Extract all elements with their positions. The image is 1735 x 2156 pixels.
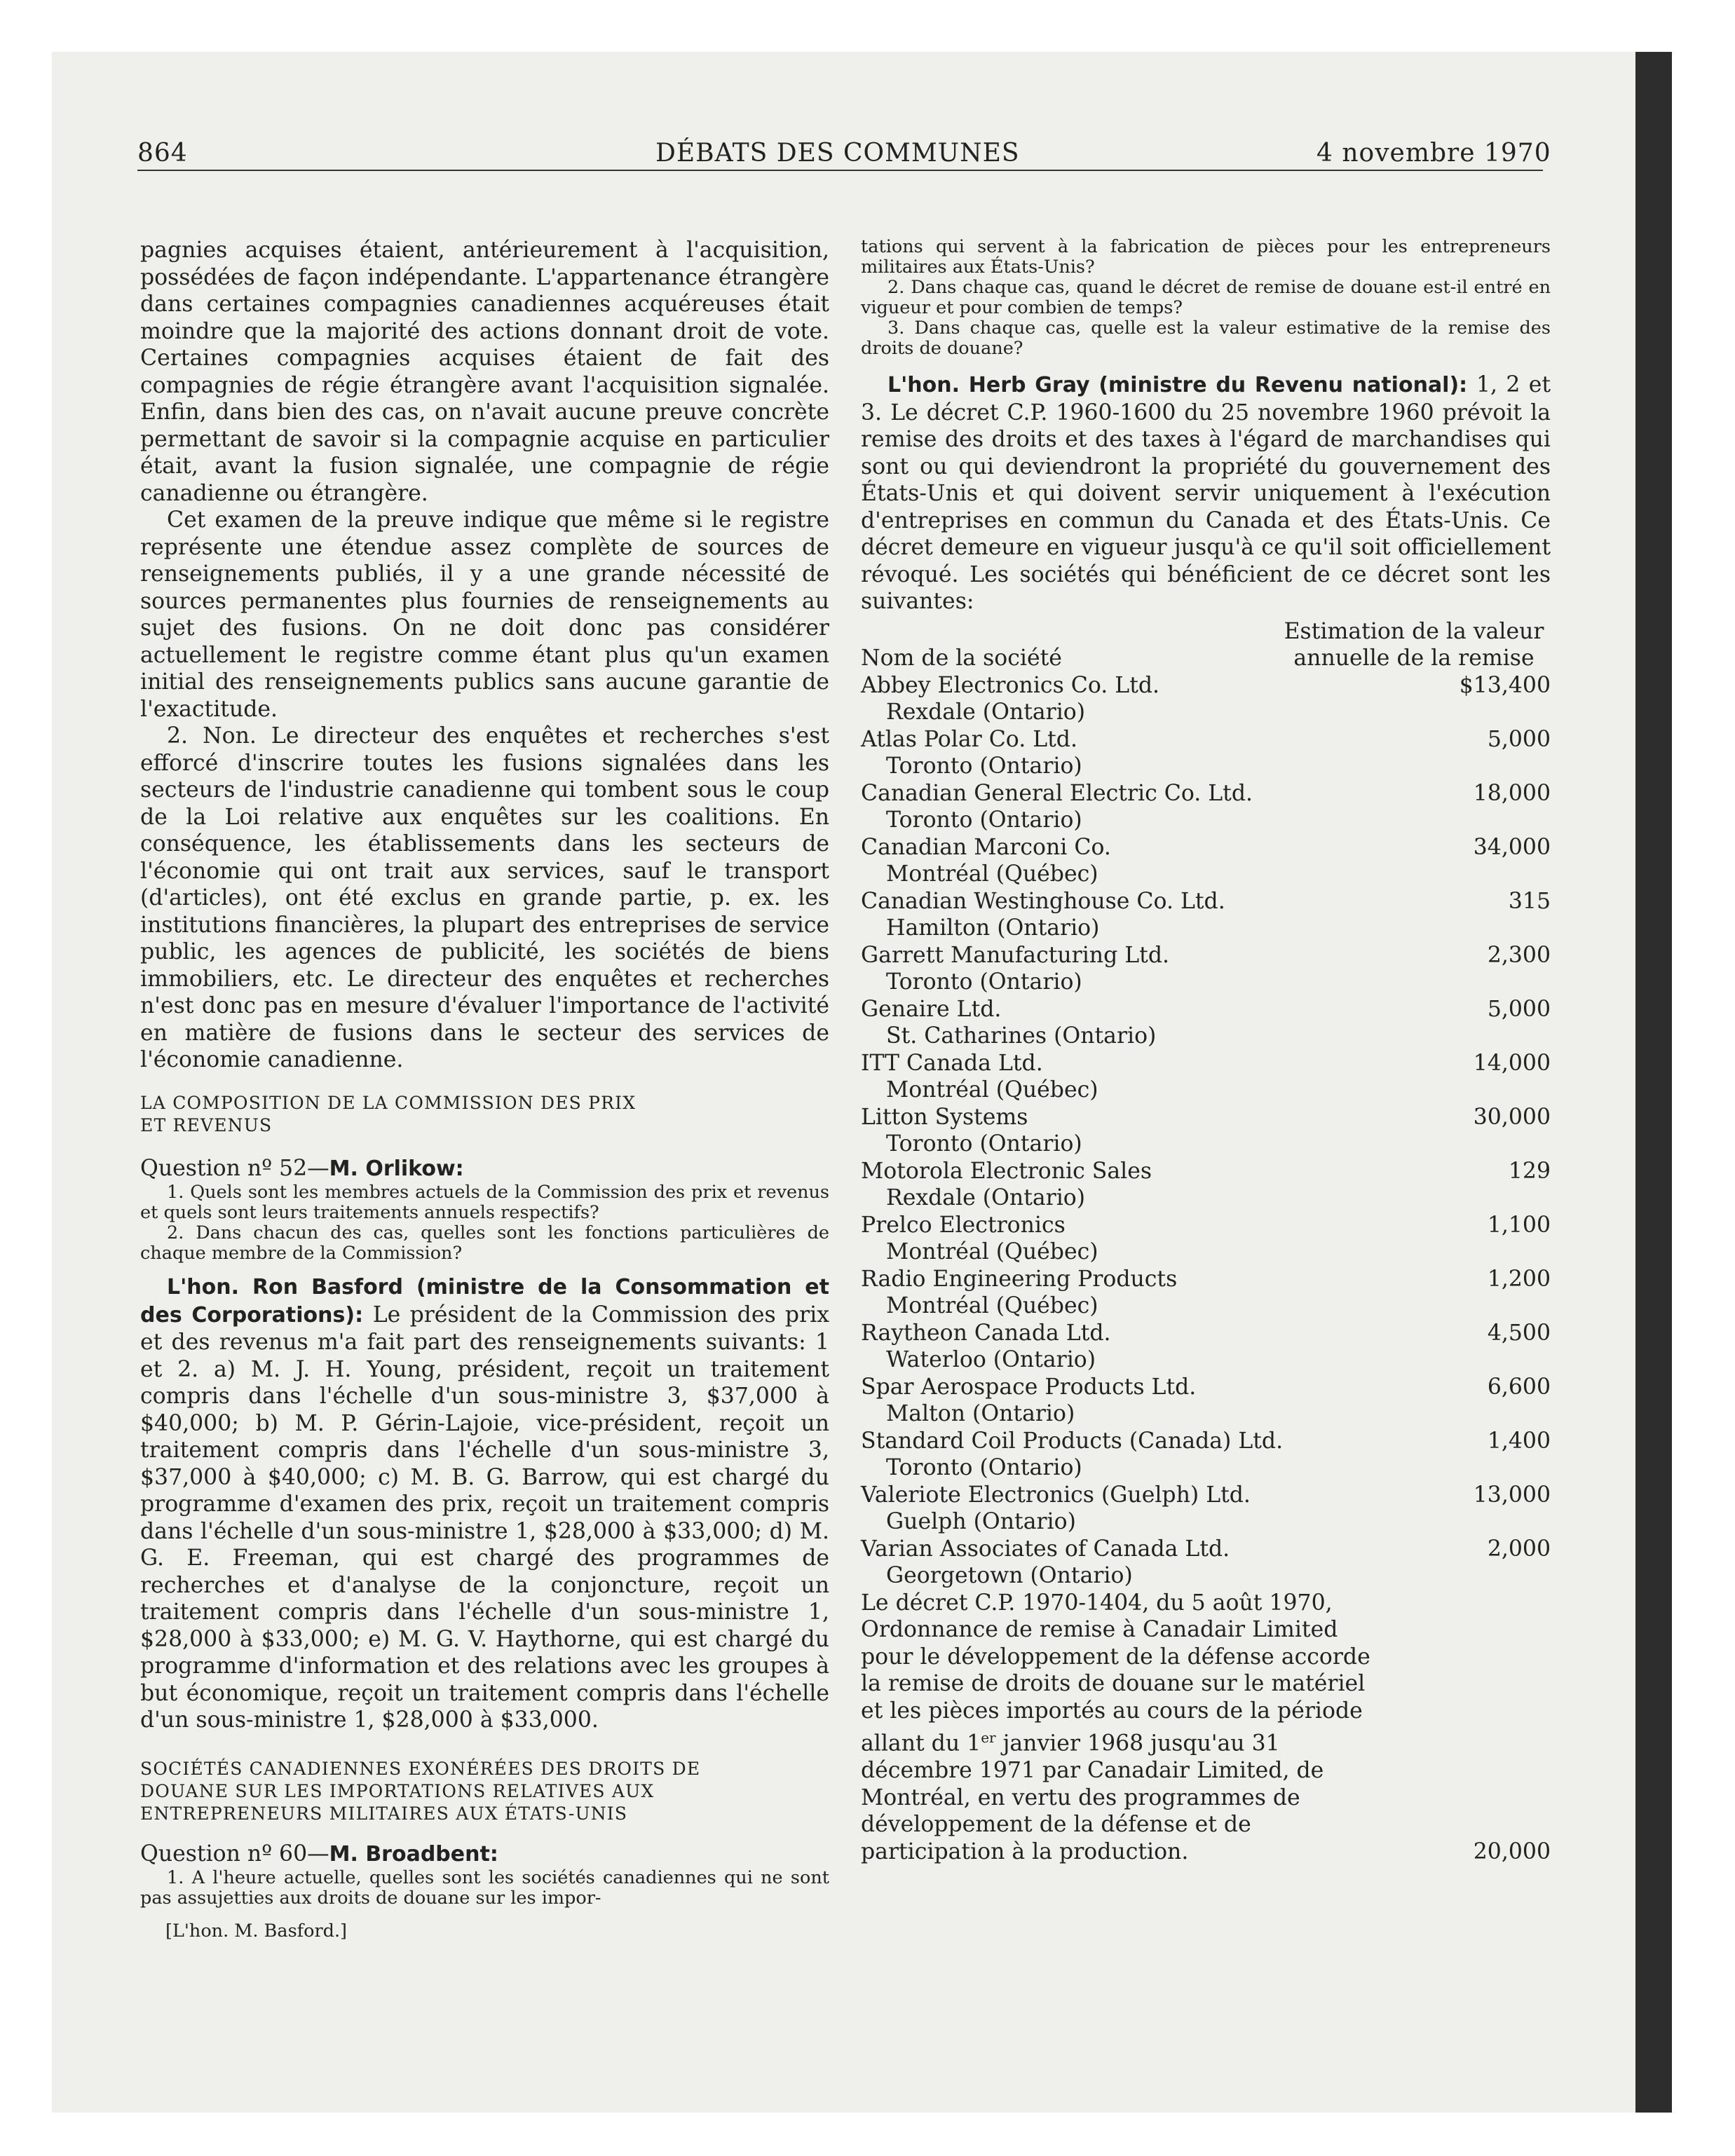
table-row — [861, 1212, 1551, 1266]
remission-value: 1,100 — [1487, 1212, 1551, 1238]
company-location: Toronto (Ontario) — [886, 969, 1082, 995]
company-location: Toronto (Ontario) — [886, 753, 1082, 779]
company-location: Waterloo (Ontario) — [886, 1347, 1096, 1372]
company-name: Atlas Polar Co. Ltd. — [861, 726, 1077, 752]
table-row — [861, 834, 1551, 888]
company-name: Abbey Electronics Co. Ltd. — [861, 672, 1160, 698]
final-paragraph: Le décret C.P. 1970-1404, du 5 août 1970, Ordonnance de remise à Canadair Limited pour le développement de la défense accorde la remise de droits de douane sur le matériel et les pièces importés au cours de la période allant du 1er janvier 1968 jusqu'au 31 décembre 1971 par Canadair Limited, de Montréal, en vertu des programmes de développement de la défense et de participation à la production. — [861, 1590, 1370, 1864]
section-heading-2c: ENTREPRENEURS MILITAIRES AUX ÉTATS-UNIS — [140, 1803, 628, 1824]
table-row — [861, 1050, 1551, 1104]
remission-value: 2,300 — [1487, 942, 1551, 968]
table-row — [861, 996, 1551, 1050]
final-value: 20,000 — [1473, 1838, 1551, 1864]
column-header-value: Estimation de la valeur annuelle de la remise — [1284, 618, 1544, 671]
section-heading-1a: LA COMPOSITION DE LA COMMISSION DES PRIX — [140, 1092, 637, 1113]
company-location: Guelph (Ontario) — [886, 1509, 1076, 1534]
remission-value: $13,400 — [1459, 672, 1551, 698]
company-location: Toronto (Ontario) — [886, 807, 1082, 833]
table-row — [861, 1320, 1551, 1374]
remission-table — [861, 672, 1551, 1590]
company-name: Varian Associates of Canada Ltd. — [861, 1536, 1230, 1562]
remission-value: 30,000 — [1473, 1104, 1551, 1130]
remission-value: 1,400 — [1487, 1428, 1551, 1454]
table-row — [861, 1266, 1551, 1320]
remission-value: 14,000 — [1473, 1050, 1551, 1076]
remission-value: 13,000 — [1473, 1482, 1551, 1508]
company-name: Motorola Electronic Sales — [861, 1158, 1152, 1184]
company-name: Garrett Manufacturing Ltd. — [861, 942, 1170, 968]
question-60-part-2: 2. Dans chaque cas, quand le décret de remise de douane est-il entré en vigueur et pour combien de temps? — [861, 277, 1551, 318]
table-row — [861, 942, 1551, 996]
company-location: St. Catharines (Ontario) — [886, 1023, 1157, 1049]
company-location: Toronto (Ontario) — [886, 1131, 1082, 1157]
table-row — [861, 726, 1551, 780]
company-name: Standard Coil Products (Canada) Ltd. — [861, 1428, 1284, 1454]
left-column — [140, 237, 829, 1942]
remission-value: 129 — [1508, 1158, 1551, 1184]
question-60-part-3: 3. Dans chaque cas, quelle est la valeur estimative de la remise des droits de douane? — [861, 318, 1551, 359]
remission-value: 34,000 — [1473, 834, 1551, 860]
right-column — [861, 237, 1551, 1865]
table-row — [861, 1104, 1551, 1158]
answer-gray: L'hon. Herb Gray (ministre du Revenu national): 1, 2 et 3. Le décret C.P. 1960-1600 du 25 novembre 1960 prévoit la remise des droits et des taxes à l'égard de marchandises qui sont ou qui deviendront la propriété du gouvernement des États-Unis et qui doivent servir uniquement à l'exécution d'entreprises en commun du Canada et des États-Unis. Ce décret demeure en vigueur jusqu'à ce qu'il soit officiellement révoqué. Les sociétés qui bénéficient de ce décret sont les suivantes: — [861, 372, 1551, 614]
company-name: ITT Canada Ltd. — [861, 1050, 1043, 1076]
company-location: Montréal (Québec) — [886, 1239, 1098, 1264]
question-60-label: Question nº 60—M. Broadbent: — [140, 1841, 498, 1867]
company-location: Toronto (Ontario) — [886, 1455, 1082, 1480]
company-location: Montréal (Québec) — [886, 1077, 1098, 1103]
company-name: Valeriote Electronics (Guelph) Ltd. — [861, 1482, 1251, 1508]
section-heading-2b: DOUANE SUR LES IMPORTATIONS RELATIVES AUX — [140, 1780, 655, 1801]
company-name: Raytheon Canada Ltd. — [861, 1320, 1111, 1346]
paragraph-3: 2. Non. Le directeur des enquêtes et recherches s'est efforcé d'inscrire toutes les fusions signalées dans les secteurs de l'industrie canadienne qui tombent sous le coup de la Loi relative aux enquêtes sur les coalitions. En conséquence, les établissements dans les secteurs de l'économie qui ont trait aux services, sauf le transport (d'articles), ont été exclus en grande partie, p. ex. les institutions financières, la plupart des entreprises de service public, les agences de publicité, les sociétés de biens immobiliers, etc. Le directeur des enquêtes et recherches n'est donc pas en mesure d'évaluer l'importance de l'activité en matière de fusions dans le secteur des services de l'économie canadienne. — [140, 723, 829, 1072]
company-location: Rexdale (Ontario) — [886, 1185, 1086, 1210]
question-52-label: Question nº 52—M. Orlikow: — [140, 1155, 464, 1181]
company-name: Prelco Electronics — [861, 1212, 1066, 1238]
speaker-note: [L'hon. M. Basford.] — [165, 1920, 348, 1942]
company-name: Genaire Ltd. — [861, 996, 1002, 1022]
remission-value: 315 — [1508, 888, 1551, 914]
header-rule — [137, 170, 1543, 171]
final-entry — [861, 1590, 1551, 1866]
company-name: Radio Engineering Products — [861, 1266, 1178, 1292]
section-heading-2a: SOCIÉTÉS CANADIENNES EXONÉRÉES DES DROITS DE — [140, 1758, 701, 1779]
question-60-continued: tations qui servent à la fabrication de pièces pour les entrepreneurs militaires aux États-Unis? — [861, 236, 1551, 278]
company-location: Malton (Ontario) — [886, 1401, 1075, 1426]
remission-value: 4,500 — [1487, 1320, 1551, 1346]
remission-value: 1,200 — [1487, 1266, 1551, 1292]
page-spine-shadow — [1635, 52, 1672, 2113]
table-row — [861, 1158, 1551, 1212]
remission-value: 5,000 — [1487, 726, 1551, 752]
company-name: Canadian Westinghouse Co. Ltd. — [861, 888, 1225, 914]
table-row — [861, 1428, 1551, 1482]
answer-basford: L'hon. Ron Basford (ministre de la Consommation et des Corporations): Le président de la Commission des prix et des revenus m'a fait part des renseignements suivants: 1 et 2. a) M. J. H. Young, président, reçoit un traitement compris dans l'échelle d'un sous-ministre 3, $37,000 à $40,000; b) M. P. Gérin-Lajoie, vice-président, reçoit un traitement compris dans l'échelle d'un sous-ministre 3, $37,000 à $40,000; c) M. B. G. Barrow, qui est chargé du programme d'examen des prix, reçoit un traitement compris dans l'échelle d'un sous-ministre 1, $28,000 à $33,000; d) M. G. E. Freeman, qui est chargé des programmes de recherches et d'analyse de la conjoncture, reçoit un traitement compris dans l'échelle d'un sous-ministre 1, $28,000 à $33,000; e) M. G. V. Haythorne, qui est chargé du programme d'information et des relations avec les groupes à but économique, reçoit un traitement compris dans l'échelle d'un sous-ministre 1, $28,000 à $33,000. — [140, 1275, 829, 1733]
remission-value: 5,000 — [1487, 996, 1551, 1022]
company-name: Canadian General Electric Co. Ltd. — [861, 780, 1253, 806]
paragraph-2: Cet examen de la preuve indique que même si le registre représente une étendue assez complète de sources de renseignements publiés, il y a une grande nécessité de sources permanentes plus fournies de renseignements au sujet des fusions. On ne doit donc pas considérer actuellement le registre comme étant plus qu'un examen initial des renseignements publics sans aucune garantie de l'exactitude. — [140, 507, 829, 722]
question-60-part-1: 1. A l'heure actuelle, quelles sont les sociétés canadiennes qui ne sont pas assujetties aux droits de douane sur les impor- — [140, 1867, 829, 1909]
company-name: Litton Systems — [861, 1104, 1028, 1130]
table-row — [861, 780, 1551, 834]
company-name: Canadian Marconi Co. — [861, 834, 1111, 860]
remission-value: 18,000 — [1473, 780, 1551, 806]
question-52-part-2: 2. Dans chacun des cas, quelles sont les fonctions particulières de chaque membre de la Commission? — [140, 1222, 829, 1264]
table-row — [861, 672, 1551, 726]
page-number: 864 — [137, 139, 188, 168]
company-location: Hamilton (Ontario) — [886, 915, 1100, 941]
company-name: Spar Aerospace Products Ltd. — [861, 1374, 1197, 1400]
page-date: 4 novembre 1970 — [1316, 139, 1551, 168]
table-header — [861, 618, 1551, 672]
section-heading-1b: ET REVENUS — [140, 1114, 273, 1135]
company-location: Montréal (Québec) — [886, 1293, 1098, 1318]
table-row — [861, 888, 1551, 942]
remission-value: 2,000 — [1487, 1536, 1551, 1562]
remission-value: 6,600 — [1487, 1374, 1551, 1400]
table-row — [861, 1374, 1551, 1428]
question-52-part-1: 1. Quels sont les membres actuels de la Commission des prix et revenus et quels sont leurs traitements annuels respectifs? — [140, 1182, 829, 1223]
paragraph-1: pagnies acquises étaient, antérieurement à l'acquisition, possédées de façon indépendante. L'appartenance étrangère dans certaines compagnies canadiennes acquéreuses était moindre que la majorité des actions donnant droit de vote. Certaines compagnies acquises étaient de fait des compagnies de régie étrangère avant l'acquisition signalée. Enfin, dans bien des cas, on n'avait aucune preuve concrète permettant de savoir si la compagnie acquise en particulier était, avant la fusion signalée, une compagnie de régie canadienne ou étrangère. — [140, 238, 829, 506]
page-title: DÉBATS DES COMMUNES — [655, 139, 1020, 168]
company-location: Rexdale (Ontario) — [886, 700, 1086, 725]
company-location: Georgetown (Ontario) — [886, 1563, 1133, 1588]
table-row — [861, 1482, 1551, 1536]
column-header-name: Nom de la société — [861, 646, 1062, 671]
company-location: Montréal (Québec) — [886, 861, 1098, 887]
table-row — [861, 1536, 1551, 1590]
